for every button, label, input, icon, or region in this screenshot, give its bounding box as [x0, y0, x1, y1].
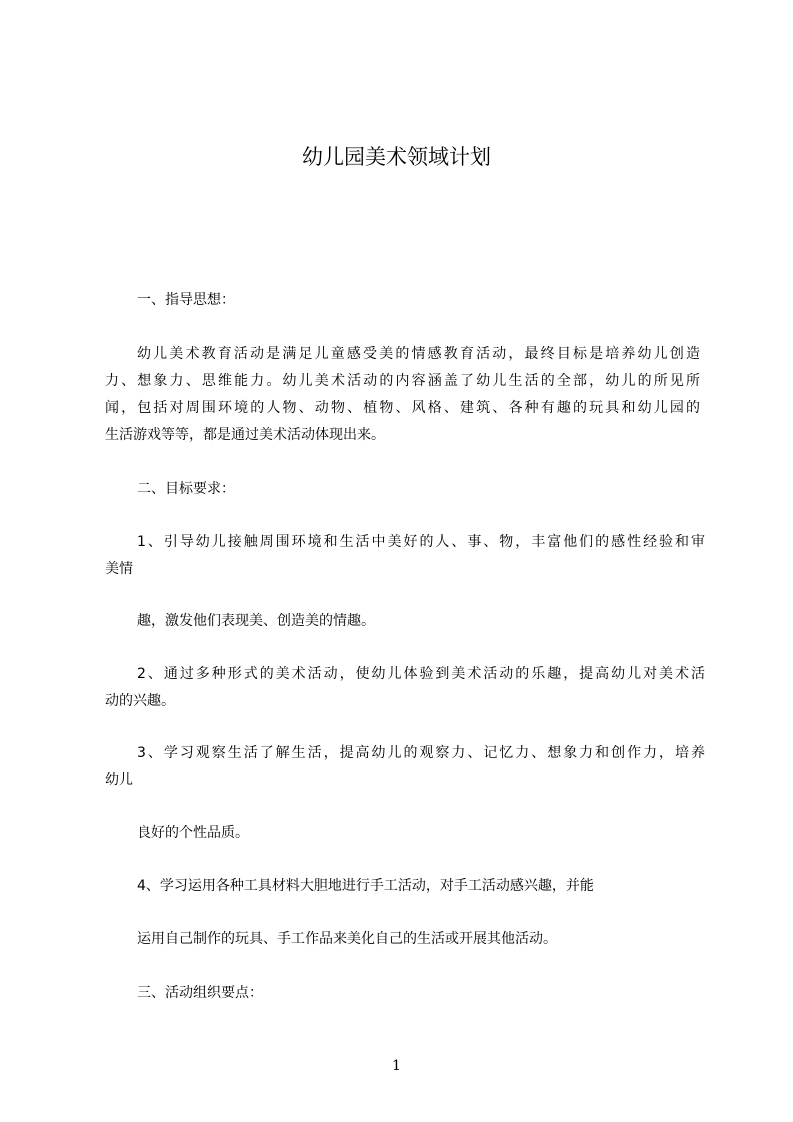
section-heading: 三、活动组织要点： — [137, 985, 263, 1001]
paragraph-line: 闻，包括对周围环境的人物、动物、植物、风格、建筑、各种有趣的玩具和幼儿园的 — [105, 400, 700, 416]
list-item-line: 幼儿 — [105, 772, 133, 788]
document-title: 幼儿园美术领域计划 — [302, 145, 491, 169]
section-heading: 二、目标要求： — [137, 481, 235, 497]
list-item-line: 美情 — [105, 561, 133, 577]
list-item-continuation: 运用自己制作的玩具、手工作品来美化自己的生活或开展其他活动。 — [137, 931, 557, 947]
list-item-line: 2、通过多种形式的美术活动，使幼儿体验到美术活动的乐趣，提高幼儿对美术活 — [137, 666, 705, 682]
list-item-continuation: 趣，激发他们表现美、创造美的情趣。 — [137, 613, 375, 629]
list-item-line: 3、学习观察生活了解生活，提高幼儿的观察力、记忆力、想象力和创作力，培养 — [137, 745, 705, 761]
section-heading: 一、指导思想： — [137, 292, 235, 308]
paragraph-line: 生活游戏等等，都是通过美术活动体现出来。 — [105, 427, 385, 443]
list-item-line: 动的兴趣。 — [105, 693, 175, 709]
paragraph-line: 力、想象力、思维能力。幼儿美术活动的内容涵盖了幼儿生活的全部，幼儿的所见所 — [105, 373, 700, 389]
list-item-line: 1、引导幼儿接触周围环境和生活中美好的人、事、物，丰富他们的感性经验和审 — [137, 534, 705, 550]
list-item-continuation: 良好的个性品质。 — [137, 825, 249, 841]
page-number: 1 — [392, 1058, 401, 1074]
paragraph-line: 幼儿美术教育活动是满足儿童感受美的情感教育活动，最终目标是培养幼儿创造 — [137, 346, 700, 362]
list-item-line: 4、学习运用各种工具材料大胆地进行手工活动，对手工活动感兴趣，并能 — [137, 878, 594, 894]
